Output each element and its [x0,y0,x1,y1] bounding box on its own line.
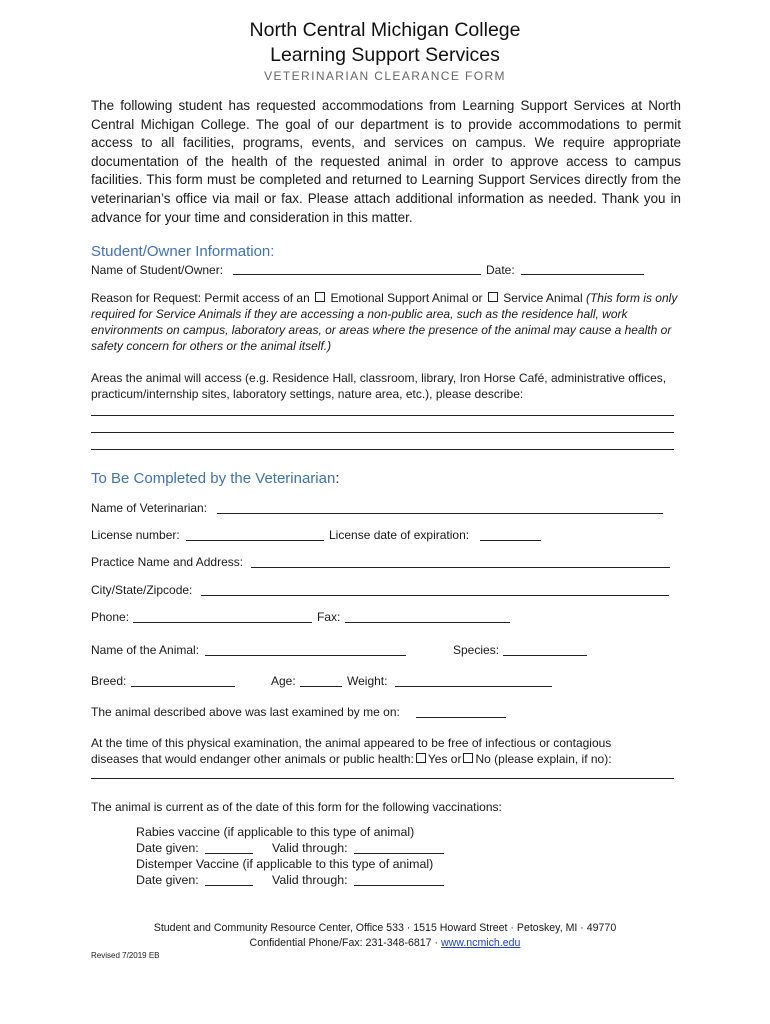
license-number-field[interactable] [186,540,324,541]
footer-address: Student and Community Resource Center, Office 533 · 1515 Howard Street · Petoskey, MI · 49770 [153,922,617,934]
age-field[interactable] [300,686,342,687]
yes-checkbox[interactable] [416,753,426,763]
weight-field[interactable] [395,686,552,687]
areas-line-1[interactable] [91,415,674,416]
date-field[interactable] [521,274,644,275]
emotional-support-checkbox[interactable] [315,292,325,302]
section-student-owner: Student/Owner Information: [91,243,275,260]
website-link[interactable]: www.ncmich.edu [440,937,521,949]
section-veterinarian-text: To Be Completed by the Veterinarian [91,470,336,487]
vaccinations-intro: The animal is current as of the date of this form for the following vaccinations: [91,800,502,814]
practice-field[interactable] [251,567,670,568]
areas-line-2[interactable] [91,432,674,433]
exam-line-1: At the time of this physical examination, the animal appeared to be free of infectious or contagious [91,736,612,750]
explain-line[interactable] [91,778,674,779]
service-animal-label: Service Animal [503,291,583,305]
no-label: No (please explain, if no): [475,752,612,766]
species-label: Species: [453,643,500,657]
student-name-label: Name of Student/Owner: [91,263,224,277]
license-expiration-field[interactable] [480,540,541,541]
form-title: VETERINARIAN CLEARANCE FORM [264,69,506,83]
vet-name-label: Name of Veterinarian: [91,501,208,515]
department-title: Learning Support Services [270,44,500,66]
no-checkbox[interactable] [463,753,473,763]
city-state-zip-label: City/State/Zipcode: [91,583,193,597]
distemper-valid-label: Valid through: [272,873,348,887]
rabies-valid-field[interactable] [354,853,444,854]
city-state-zip-field[interactable] [201,595,669,596]
phone-field[interactable] [133,622,312,623]
fax-field[interactable] [345,622,510,623]
section-veterinarian-colon: : [335,470,340,487]
license-expiration-label: License date of expiration: [329,528,470,542]
revision-note: Revised 7/2019 EB [91,951,160,960]
rabies-date-field[interactable] [205,853,253,854]
footer-contact [0,937,770,949]
date-label: Date: [486,263,515,277]
animal-name-field[interactable] [205,655,406,656]
breed-field[interactable] [131,686,235,687]
last-examined-field[interactable] [416,717,506,718]
areas-paragraph: Areas the animal will access (e.g. Residence Hall, classroom, library, Iron Horse Café, administrative offices, practicum/internship sites, laboratory settings, nature area, etc.), please describe: [91,371,667,401]
species-field[interactable] [503,655,587,656]
weight-label: Weight: [347,674,388,688]
distemper-date-label: Date given: [136,873,199,887]
emotional-support-label: Emotional Support Animal or [330,291,483,305]
vet-name-field[interactable] [217,513,663,514]
section-veterinarian [91,470,340,487]
animal-name-label: Name of the Animal: [91,643,200,657]
intro-paragraph: The following student has requested accommodations from Learning Support Services at North Central Michigan College. The goal of our department is to provide accommodations to permit access to all facilities, programs, events, and services on campus. We require appropriate documentation of the health of the requested animal in order to approve access to campus facilities. This form must be completed and returned to Learning Support Services directly from the veterinarian’s office via mail or fax. Please attach additional information as needed. Thank you in advance for your time and consideration in this matter. [91,98,681,225]
college-title: North Central Michigan College [249,19,521,41]
reason-note: (This form is only required for Service Animals if they are accessing a non-public area, such as the residence hall, work environments on campus, laboratory areas, or areas where the presence of the animal may cause a health or safety concern for others or the animal itself.) [91,291,678,353]
phone-label: Phone: [91,610,130,624]
rabies-heading: Rabies vaccine (if applicable to this type of animal) [136,825,415,839]
last-examined-label: The animal described above was last examined by me on: [91,705,400,719]
exam-line-2-text: diseases that would endanger other animals or public health: [91,752,414,766]
practice-label: Practice Name and Address: [91,555,244,569]
exam-line-2 [91,751,681,767]
fax-label: Fax: [317,610,341,624]
yes-label: Yes or [427,752,462,766]
student-name-field[interactable] [233,274,481,275]
age-label: Age: [271,674,296,688]
rabies-date-label: Date given: [136,841,199,855]
reason-paragraph [91,290,681,354]
service-animal-checkbox[interactable] [488,292,498,302]
exam-paragraph [91,735,681,767]
license-number-label: License number: [91,528,180,542]
distemper-date-field[interactable] [205,885,253,886]
breed-label: Breed: [91,674,127,688]
footer-phone: Confidential Phone/Fax: 231-348-6817 · [249,937,441,949]
reason-label: Reason for Request: Permit access of an [91,291,310,305]
rabies-valid-label: Valid through: [272,841,348,855]
distemper-valid-field[interactable] [354,885,444,886]
areas-line-3[interactable] [91,449,674,450]
distemper-heading: Distemper Vaccine (if applicable to this type of animal) [136,857,434,871]
